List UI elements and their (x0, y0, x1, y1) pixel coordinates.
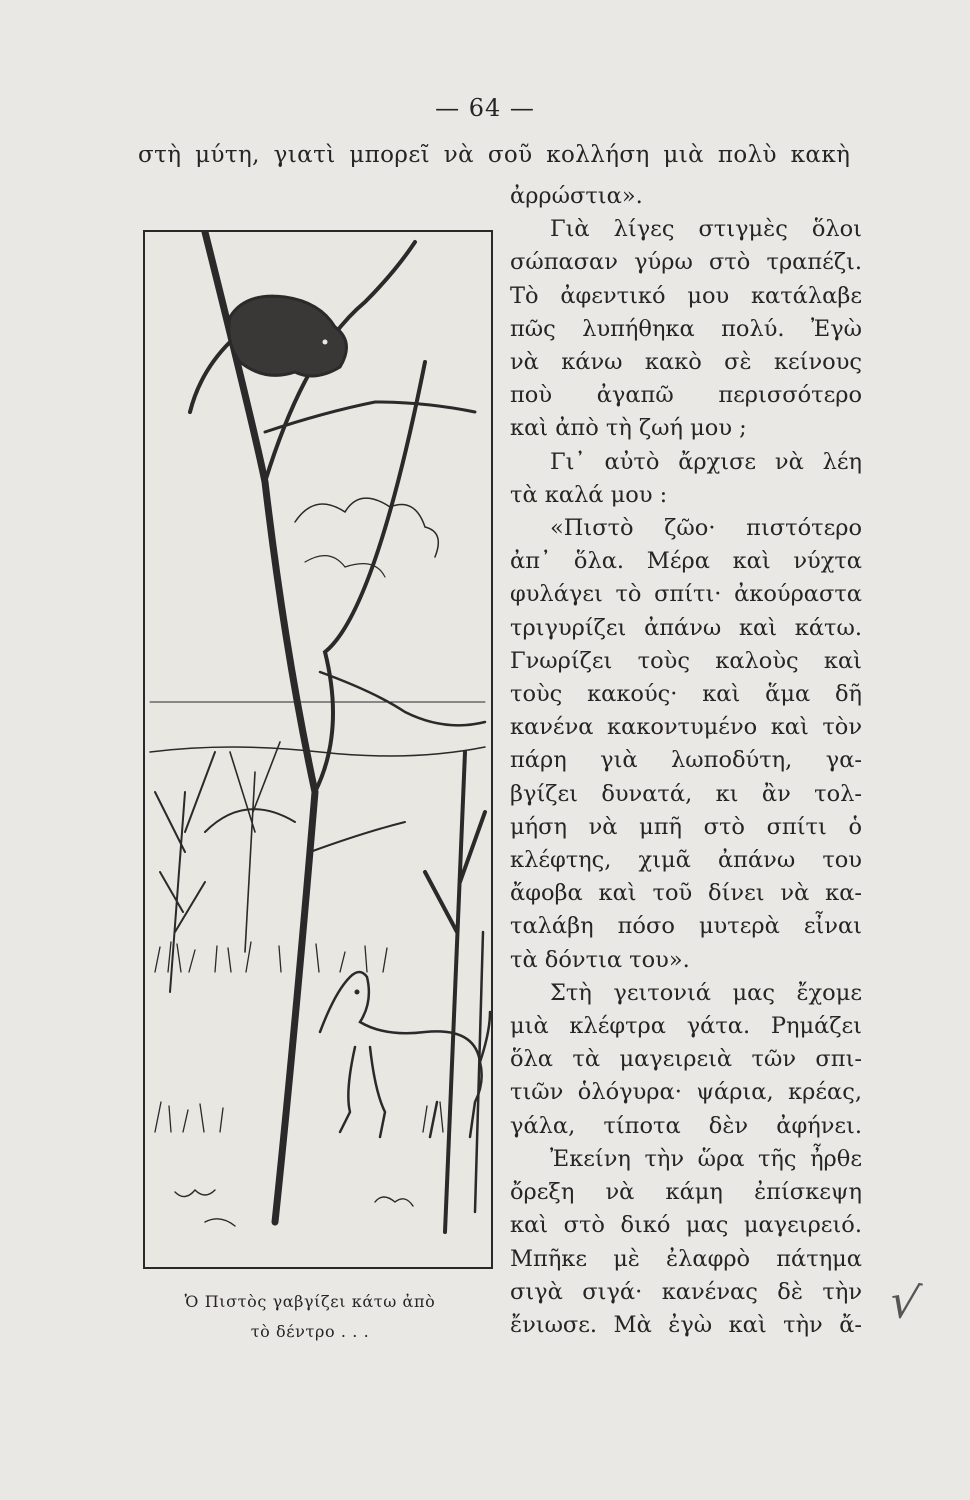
illustration-tree-cat-dog (143, 230, 493, 1269)
text-line: τὰ δόντια του». (510, 946, 690, 973)
text-line: Γνωρίζει τοὺς καλοὺς καὶ (510, 647, 862, 674)
text-line: νὰ κάνω κακὸ σὲ κείνους (510, 349, 862, 376)
text-line: Μπῆκε μὲ ἐλαφρὸ πάτημα (510, 1245, 862, 1272)
caption-line: τὸ δέντρο . . . (250, 1322, 370, 1341)
caption-line: Ὁ Πιστὸς γαβγίζει κάτω ἀπὸ (184, 1292, 436, 1311)
small-tree-left (155, 752, 215, 992)
main-tree-branch (315, 362, 425, 792)
text-line: μιὰ κλέφτρα γάτα. Ρημάζει (510, 1013, 862, 1040)
cloud-outline (295, 498, 438, 557)
text-line: σώπασαν γύρω στὸ τραπέζι. (510, 249, 862, 276)
text-line: σιγὰ σιγά· κανένας δὲ τὴν (510, 1278, 862, 1305)
text-column (510, 180, 862, 1342)
text-line: μήση νὰ μπῆ στὸ σπίτι ὁ (510, 813, 862, 840)
main-tree-trunk (205, 232, 315, 1222)
text-line: ἀρρώστια». (510, 183, 643, 209)
main-tree-branch (310, 822, 405, 852)
text-line: Γι᾽ αὐτὸ ἄρχισε νὰ λέη (550, 448, 862, 475)
text-line: τὰ καλά μου : (510, 481, 668, 508)
distant-hill (150, 747, 485, 756)
text-line: ὄρεξη νὰ κάμη ἐπίσκεψη (510, 1179, 862, 1206)
text-line: τιῶν ὁλόγυρα· ψάρια, κρέας, (510, 1079, 862, 1106)
text-line: ἀπ᾽ ὅλα. Μέρα καὶ νύχτα (510, 548, 862, 575)
text-line: Στὴ γειτονιά μας ἔχομε (550, 979, 862, 1006)
page-number: — 64 — (435, 94, 535, 122)
illustration-caption (120, 1287, 500, 1347)
engraving-drawing (145, 232, 491, 1267)
text-line: κλέφτης, χιμᾶ ἀπάνω του (510, 847, 862, 874)
text-line: βγίζει δυνατά, κι ἂν τολ- (510, 780, 862, 807)
cat-tail (190, 342, 230, 412)
flower-cluster (175, 1190, 413, 1226)
text-line: τριγυρίζει ἀπάνω καὶ κάτω. (510, 614, 862, 641)
text-line: Ἐκείνη τὴν ὥρα τῆς ἦρθε (550, 1145, 862, 1172)
small-tree-left (230, 742, 280, 952)
main-tree-branch (265, 402, 475, 432)
main-tree-branch (205, 809, 295, 832)
text-line: ποὺ ἀγαπῶ περισσότερο (510, 382, 862, 409)
text-line: ὅλα τὰ μαγειρειὰ τῶν σπι- (510, 1046, 862, 1073)
text-line: Τὸ ἀφεντικό μου κατάλαβε (510, 282, 862, 309)
text-line: πάρη γιὰ λωποδύτη, γα- (510, 747, 862, 774)
text-line: καὶ στὸ δικό μας μαγειρειό. (510, 1212, 862, 1239)
text-line: «Πιστὸ ζῶο· πιστότερο (550, 515, 862, 542)
dog-eye (355, 990, 359, 994)
text-line: Γιὰ λίγες στιγμὲς ὅλοι (550, 216, 862, 243)
text-line: καὶ ἀπὸ τὴ ζωή μου ; (510, 415, 747, 442)
text-line: τοὺς κακούς· καὶ ἅμα δῆ (510, 681, 862, 708)
main-tree-branch (320, 672, 485, 725)
grass-strokes (155, 942, 387, 972)
grass-strokes (155, 1102, 443, 1132)
text-line: πῶς λυπήθηκα πολύ. Ἐγὼ (510, 315, 862, 342)
text-line: ἔνιωσε. Μὰ ἐγὼ καὶ τὴν ἄ- (510, 1311, 862, 1338)
cat-eye (323, 340, 328, 345)
margin-check-mark: √ (885, 1272, 924, 1332)
text-line: ταλάβη πόσο μυτερὰ εἶναι (510, 913, 862, 940)
cat-figure (229, 296, 347, 376)
text-line: φυλάγει τὸ σπίτι· ἀκούραστα (510, 581, 862, 608)
text-line: ἄφοβα καὶ τοῦ δίνει νὰ κα- (510, 880, 862, 907)
text-line: κανένα κακοντυμένο καὶ τὸν (510, 714, 862, 741)
text-line: γάλα, τίποτα δὲν ἀφήνει. (510, 1112, 862, 1139)
first-line: στὴ μύτη, γιατὶ μπορεῖ νὰ σοῦ κολλήση μιὰ πολὺ κακὴ (138, 142, 851, 168)
dog-figure (320, 972, 490, 1137)
